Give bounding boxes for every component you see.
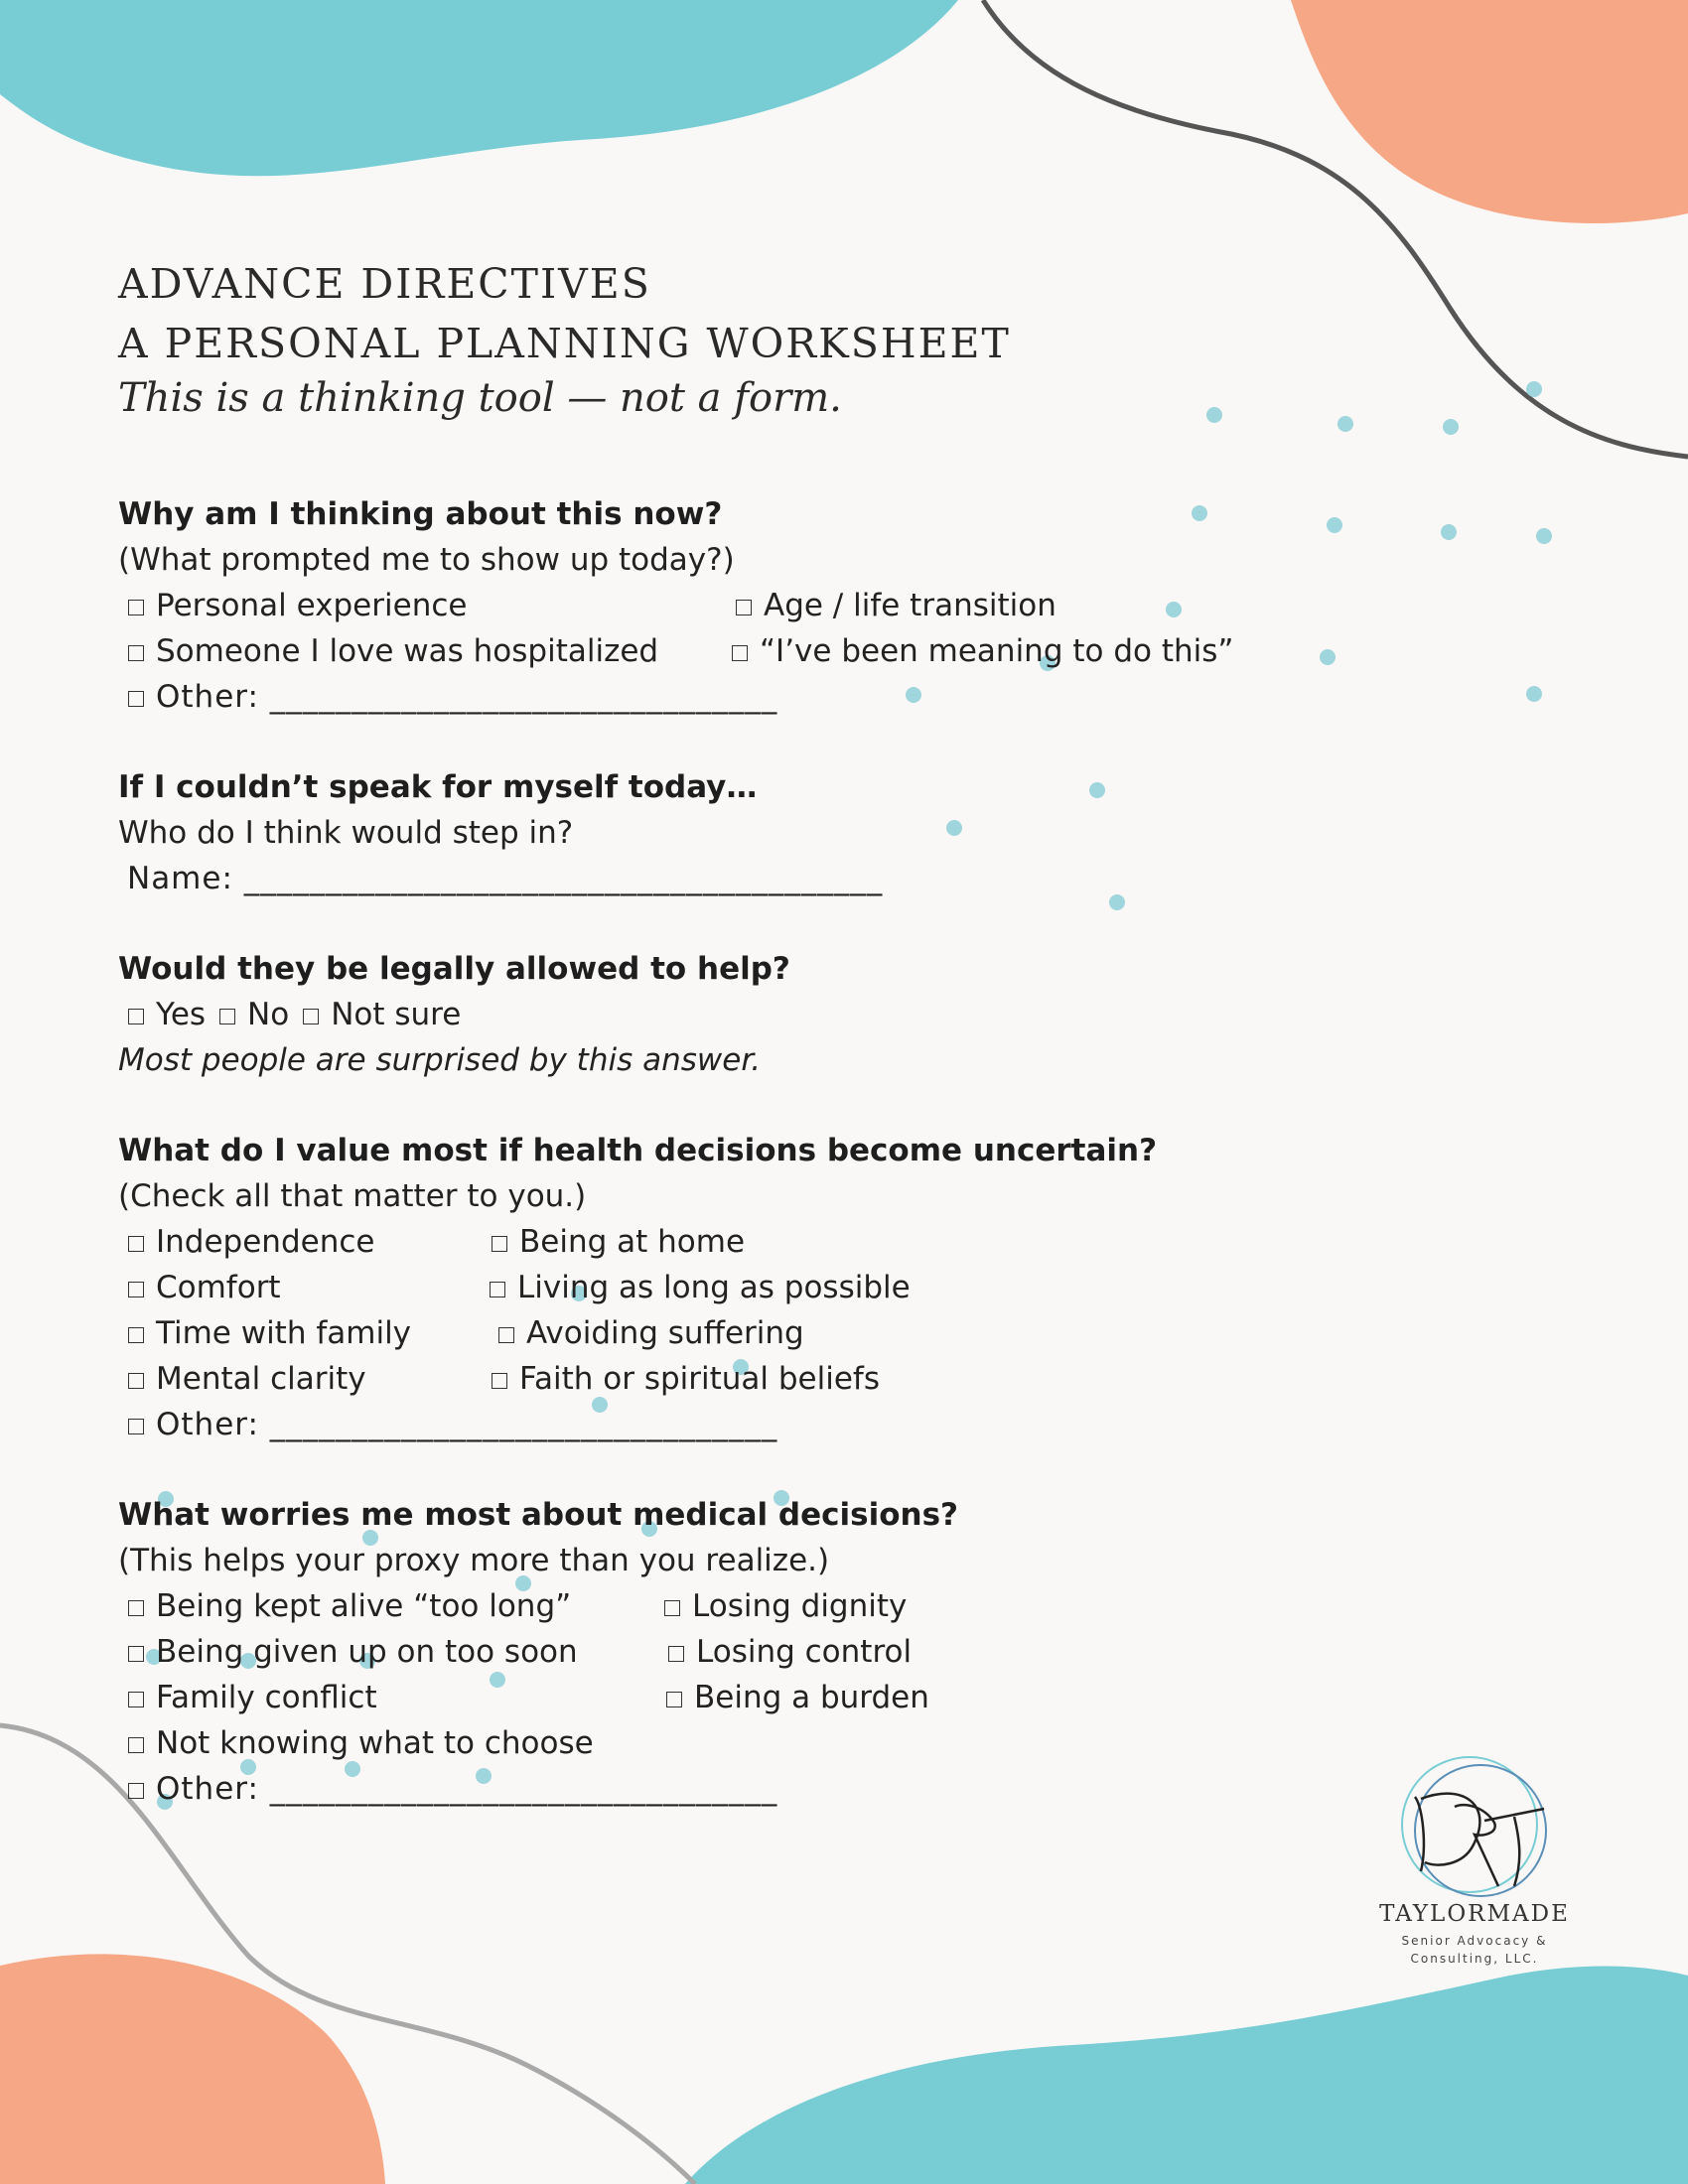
checkbox-option[interactable]: Faith or spiritual beliefs [492, 1361, 880, 1397]
checkbox-option[interactable]: Someone I love was hospitalized [128, 633, 658, 669]
tagline: This is a thinking tool — not a form. [118, 375, 842, 421]
checkbox-option[interactable]: Losing dignity [664, 1588, 907, 1624]
checkbox-option[interactable]: Living as long as possible [490, 1270, 911, 1305]
other-field[interactable]: Other: _______________________________ [128, 679, 777, 715]
checkbox-icon[interactable] [303, 1009, 319, 1024]
checkbox-option[interactable]: Time with family [128, 1315, 411, 1351]
section-5-question: What worries me most about medical decisions? [118, 1497, 959, 1533]
other-field[interactable]: Other: _______________________________ [128, 1407, 777, 1442]
checkbox-option[interactable]: Losing control [668, 1634, 912, 1670]
section-5-prompt: (This helps your proxy more than you realize.) [118, 1543, 830, 1578]
checkbox-option[interactable]: Avoiding suffering [498, 1315, 804, 1351]
brand-name: TAYLORMADE [1379, 1901, 1570, 1927]
checkbox-icon[interactable] [128, 691, 144, 707]
section-3-note: Most people are surprised by this answer. [118, 1042, 762, 1078]
checkbox-option[interactable]: Being a burden [666, 1680, 929, 1715]
section-3-question: Would they be legally allowed to help? [118, 951, 790, 987]
checkbox-option[interactable]: Personal experience [128, 588, 467, 623]
checkbox-icon[interactable] [736, 600, 752, 615]
checkbox-icon[interactable] [128, 1327, 144, 1343]
section-4-question: What do I value most if health decisions become uncertain? [118, 1133, 1158, 1168]
checkbox-icon[interactable] [128, 1282, 144, 1297]
title-line-1: ADVANCE DIRECTIVES [118, 260, 651, 308]
checkbox-icon[interactable] [664, 1600, 680, 1616]
checkbox-icon[interactable] [128, 1783, 144, 1799]
checkbox-icon[interactable] [128, 600, 144, 615]
name-field[interactable]: Name: _______________________________________ [127, 861, 884, 896]
brand-subtitle: Senior Advocacy & Consulting, LLC. [1401, 1934, 1548, 1966]
other-field[interactable]: Other: _______________________________ [128, 1771, 777, 1807]
section-1-prompt: (What prompted me to show up today?) [118, 542, 735, 578]
title-line-2: A PERSONAL PLANNING WORKSHEET [118, 320, 1011, 367]
checkbox-icon[interactable] [128, 1009, 144, 1024]
checkbox-icon[interactable] [492, 1236, 507, 1252]
section-4-prompt: (Check all that matter to you.) [118, 1178, 587, 1214]
checkbox-option[interactable]: Mental clarity [128, 1361, 366, 1397]
checkbox-icon[interactable] [492, 1373, 507, 1389]
checkbox-icon[interactable] [128, 645, 144, 661]
checkbox-icon[interactable] [219, 1009, 235, 1024]
teal-blob-bottom-right [685, 1967, 1688, 2184]
checkbox-icon[interactable] [128, 1646, 144, 1662]
checkbox-icon[interactable] [668, 1646, 684, 1662]
checkbox-icon[interactable] [128, 1737, 144, 1753]
checkbox-icon[interactable] [490, 1282, 505, 1297]
teal-blob-top-left [0, 0, 958, 176]
checkbox-option[interactable]: Being kept alive “too long” [128, 1588, 571, 1624]
section-2-prompt: Who do I think would step in? [118, 815, 574, 851]
checkbox-option[interactable]: Being at home [492, 1224, 745, 1260]
checkbox-icon[interactable] [128, 1600, 144, 1616]
checkbox-option[interactable]: Family conflict [128, 1680, 377, 1715]
checkbox-option[interactable]: Age / life transition [736, 588, 1056, 623]
yes-no-options: Yes No Not sure [128, 997, 461, 1032]
checkbox-icon[interactable] [732, 645, 748, 661]
checkbox-icon[interactable] [666, 1692, 682, 1707]
peach-blob-bottom-left [0, 1954, 385, 2184]
checkbox-option[interactable]: Comfort [128, 1270, 281, 1305]
checkbox-icon[interactable] [128, 1692, 144, 1707]
checkbox-option[interactable]: “I’ve been meaning to do this” [732, 633, 1233, 669]
checkbox-option[interactable]: Independence [128, 1224, 374, 1260]
checkbox-icon[interactable] [498, 1327, 514, 1343]
checkbox-option[interactable]: Not knowing what to choose [128, 1725, 594, 1761]
checkbox-option[interactable]: Being given up on too soon [128, 1634, 578, 1670]
checkbox-icon[interactable] [128, 1419, 144, 1434]
section-1-question: Why am I thinking about this now? [118, 496, 723, 532]
checkbox-icon[interactable] [128, 1236, 144, 1252]
section-2-question: If I couldn’t speak for myself today… [118, 769, 758, 805]
checkbox-icon[interactable] [128, 1373, 144, 1389]
